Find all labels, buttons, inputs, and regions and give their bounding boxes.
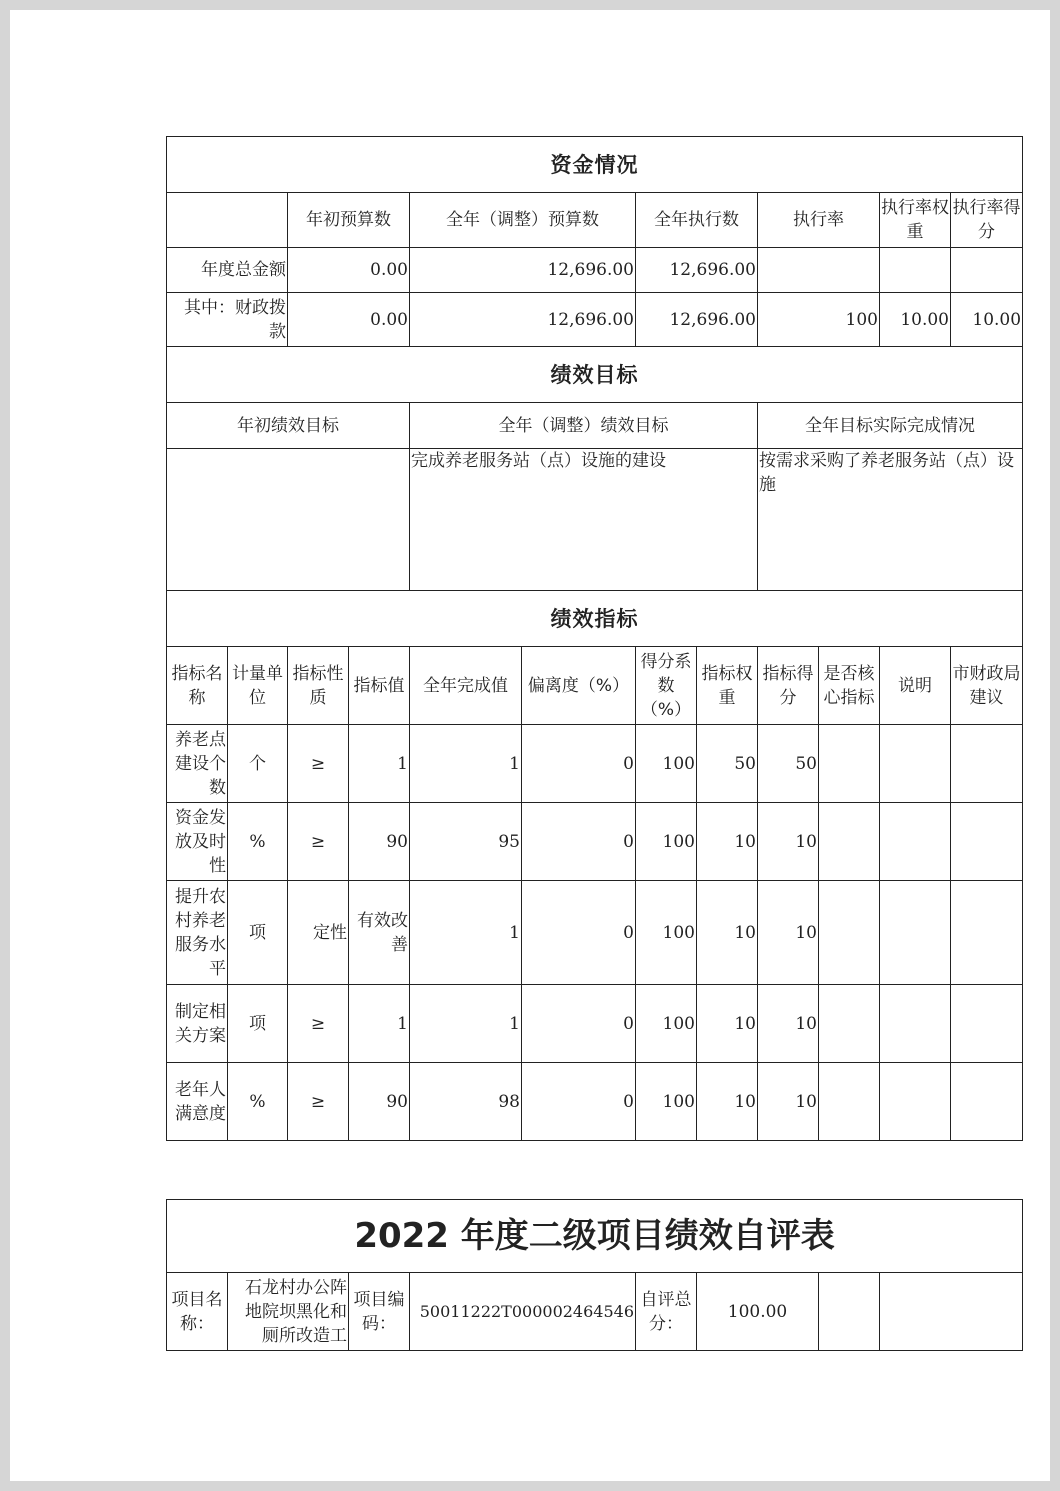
- indicator-row: [167, 985, 1023, 1063]
- indicator-weight: 50: [697, 725, 758, 803]
- indicator-note: [880, 881, 951, 985]
- indicator-value: 90: [349, 803, 410, 881]
- funds-header-score: 执行率得分: [951, 193, 1023, 248]
- funds-header-row: [167, 193, 1023, 248]
- indicator-name: 老年人满意度: [167, 1063, 228, 1141]
- indicator-note: [880, 1063, 951, 1141]
- indicator-core: [819, 985, 880, 1063]
- goals-section-title: 绩效目标: [167, 347, 1023, 403]
- indicator-unit: %: [228, 1063, 288, 1141]
- indicator-deviation: 0: [522, 803, 636, 881]
- indicator-unit: %: [228, 803, 288, 881]
- indicator-advice: [951, 881, 1023, 985]
- funds-executed-value: 12,696.00: [636, 248, 758, 293]
- ind-header-name: 指标名称: [167, 647, 228, 725]
- self-evaluation-table: [166, 1199, 1023, 1351]
- funds-header-executed: 全年执行数: [636, 193, 758, 248]
- indicators-header-row: [167, 647, 1023, 725]
- indicator-coef: 100: [636, 803, 697, 881]
- ind-header-deviation: 偏离度（%）: [522, 647, 636, 725]
- indicator-core: [819, 881, 880, 985]
- evaluation-title: 2022 年度二级项目绩效自评表: [167, 1200, 1023, 1273]
- funds-rate-value: [758, 248, 880, 293]
- project-name-label: 项目名称：: [167, 1273, 228, 1351]
- indicator-weight: 10: [697, 1063, 758, 1141]
- funds-row-total: [167, 248, 1023, 293]
- indicator-value: 1: [349, 725, 410, 803]
- funds-initial-value: 0.00: [288, 293, 410, 347]
- indicator-note: [880, 725, 951, 803]
- funds-weight-value: 10.00: [880, 293, 951, 347]
- indicator-deviation: 0: [522, 881, 636, 985]
- evaluation-info-row: [167, 1273, 1023, 1351]
- funds-adjusted-value: 12,696.00: [410, 293, 636, 347]
- goals-header-adjusted: 全年（调整）绩效目标: [410, 403, 758, 449]
- funds-weight-value: [880, 248, 951, 293]
- indicator-weight: 10: [697, 881, 758, 985]
- indicator-core: [819, 1063, 880, 1141]
- goals-header-actual: 全年目标实际完成情况: [758, 403, 1023, 449]
- indicator-score: 10: [758, 803, 819, 881]
- ind-header-coef: 得分系数（%）: [636, 647, 697, 725]
- funds-row-fiscal: [167, 293, 1023, 347]
- ind-header-advice: 市财政局建议: [951, 647, 1023, 725]
- ind-header-completed: 全年完成值: [410, 647, 522, 725]
- indicator-note: [880, 985, 951, 1063]
- blank-cell: [819, 1273, 880, 1351]
- funds-row-label: 年度总金额: [167, 248, 288, 293]
- goals-header-row: [167, 403, 1023, 449]
- indicator-nature: ≥: [288, 985, 349, 1063]
- funds-initial-value: 0.00: [288, 248, 410, 293]
- project-code-value: 50011222T000002464546: [410, 1273, 636, 1351]
- indicator-coef: 100: [636, 725, 697, 803]
- indicator-value: 有效改善: [349, 881, 410, 985]
- indicator-nature: ≥: [288, 1063, 349, 1141]
- goal-actual: 按需求采购了养老服务站（点）设施: [758, 449, 1023, 591]
- indicator-completed: 1: [410, 985, 522, 1063]
- ind-header-value: 指标值: [349, 647, 410, 725]
- indicator-unit: 项: [228, 985, 288, 1063]
- ind-header-weight: 指标权重: [697, 647, 758, 725]
- funds-header-blank: [167, 193, 288, 248]
- document-page: [10, 10, 1050, 1481]
- indicator-note: [880, 803, 951, 881]
- self-score-label: 自评总分：: [636, 1273, 697, 1351]
- indicator-deviation: 0: [522, 725, 636, 803]
- goals-content-row: [167, 449, 1023, 591]
- indicator-row: [167, 881, 1023, 985]
- indicator-core: [819, 725, 880, 803]
- indicator-coef: 100: [636, 985, 697, 1063]
- funds-rate-value: 100: [758, 293, 880, 347]
- funds-row-label: 其中：财政拨款: [167, 293, 288, 347]
- indicator-weight: 10: [697, 985, 758, 1063]
- indicator-unit: 个: [228, 725, 288, 803]
- funds-adjusted-value: 12,696.00: [410, 248, 636, 293]
- indicator-name: 提升农村养老服务水平: [167, 881, 228, 985]
- indicator-row: [167, 803, 1023, 881]
- funds-header-rate: 执行率: [758, 193, 880, 248]
- indicators-section-title: 绩效指标: [167, 591, 1023, 647]
- funds-header-initial: 年初预算数: [288, 193, 410, 248]
- indicator-name: 养老点建设个数: [167, 725, 228, 803]
- goal-initial: [167, 449, 410, 591]
- indicator-nature: 定性: [288, 881, 349, 985]
- indicator-score: 10: [758, 881, 819, 985]
- goal-adjusted: 完成养老服务站（点）设施的建设: [410, 449, 758, 591]
- goals-header-initial: 年初绩效目标: [167, 403, 410, 449]
- indicator-deviation: 0: [522, 985, 636, 1063]
- indicator-advice: [951, 985, 1023, 1063]
- indicator-advice: [951, 725, 1023, 803]
- ind-header-note: 说明: [880, 647, 951, 725]
- performance-table: [166, 136, 1023, 1141]
- ind-header-nature: 指标性质: [288, 647, 349, 725]
- indicator-completed: 95: [410, 803, 522, 881]
- ind-header-core: 是否核心指标: [819, 647, 880, 725]
- funds-executed-value: 12,696.00: [636, 293, 758, 347]
- self-score-value: 100.00: [697, 1273, 819, 1351]
- indicator-nature: ≥: [288, 725, 349, 803]
- indicator-row: [167, 725, 1023, 803]
- funds-section-title: 资金情况: [167, 137, 1023, 193]
- indicator-advice: [951, 803, 1023, 881]
- indicator-nature: ≥: [288, 803, 349, 881]
- indicator-row: [167, 1063, 1023, 1141]
- blank-cell: [880, 1273, 1023, 1351]
- project-name-value: 石龙村办公阵地院坝黑化和厕所改造工: [228, 1273, 349, 1351]
- indicator-value: 90: [349, 1063, 410, 1141]
- funds-score-value: [951, 248, 1023, 293]
- indicator-completed: 1: [410, 881, 522, 985]
- indicator-core: [819, 803, 880, 881]
- ind-header-score: 指标得分: [758, 647, 819, 725]
- indicator-advice: [951, 1063, 1023, 1141]
- indicator-completed: 98: [410, 1063, 522, 1141]
- indicator-deviation: 0: [522, 1063, 636, 1141]
- ind-header-unit: 计量单位: [228, 647, 288, 725]
- indicator-coef: 100: [636, 881, 697, 985]
- funds-score-value: 10.00: [951, 293, 1023, 347]
- indicator-weight: 10: [697, 803, 758, 881]
- indicator-coef: 100: [636, 1063, 697, 1141]
- funds-header-adjusted: 全年（调整）预算数: [410, 193, 636, 248]
- indicator-completed: 1: [410, 725, 522, 803]
- indicator-value: 1: [349, 985, 410, 1063]
- indicator-unit: 项: [228, 881, 288, 985]
- indicator-score: 10: [758, 985, 819, 1063]
- indicator-score: 50: [758, 725, 819, 803]
- indicator-score: 10: [758, 1063, 819, 1141]
- funds-header-weight: 执行率权重: [880, 193, 951, 248]
- indicator-name: 资金发放及时性: [167, 803, 228, 881]
- project-code-label: 项目编码：: [349, 1273, 410, 1351]
- indicator-name: 制定相关方案: [167, 985, 228, 1063]
